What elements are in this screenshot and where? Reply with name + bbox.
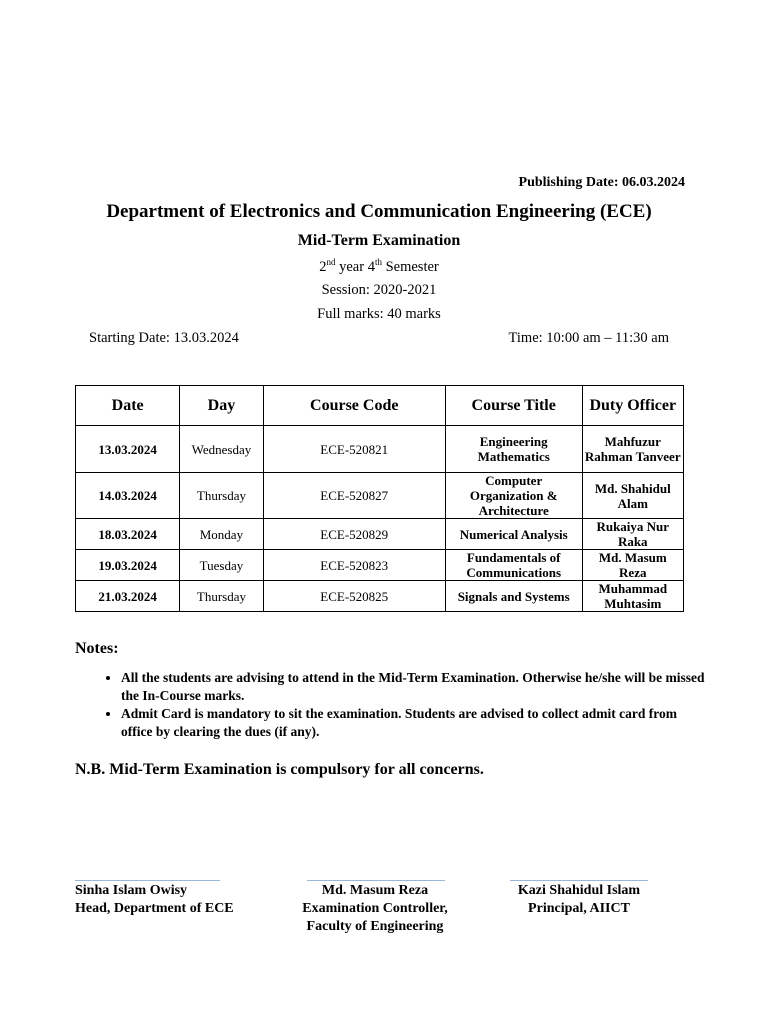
cell-date: 14.03.2024 xyxy=(76,473,180,519)
table-row xyxy=(76,426,684,473)
cell-day: Thursday xyxy=(180,473,263,519)
exam-title: Mid-Term Examination xyxy=(297,232,461,249)
exam-schedule-table xyxy=(75,385,684,612)
cell-duty-officer: Muhammad Muhtasim xyxy=(582,581,683,612)
note-item: • Admit Card is mandatory to sit the examination. Students are advised to collect admit card from office by clearing the dues (if any). xyxy=(121,705,711,741)
cell-course-code: ECE-520827 xyxy=(263,473,445,519)
signature-block-head xyxy=(75,882,275,918)
signature-line xyxy=(75,880,220,881)
cell-date: 13.03.2024 xyxy=(76,426,180,473)
cell-day: Thursday xyxy=(180,581,263,612)
cell-course-title: Signals and Systems xyxy=(445,581,582,612)
signatory-name: Md. Masum Reza xyxy=(321,883,429,898)
starting-date: Starting Date: 13.03.2024 xyxy=(89,330,239,346)
cell-duty-officer: Mahfuzur Rahman Tanveer xyxy=(582,426,683,473)
full-marks: Full marks: 40 marks xyxy=(317,306,441,322)
cell-date: 21.03.2024 xyxy=(76,581,180,612)
header-course-code: Course Code xyxy=(263,386,445,426)
semester-suffix: th xyxy=(374,257,382,267)
signatory-title-2: Faculty of Engineering xyxy=(306,919,444,934)
cell-day: Wednesday xyxy=(180,426,263,473)
table-row xyxy=(76,473,684,519)
cell-course-title: Numerical Analysis xyxy=(445,519,582,550)
signature-line xyxy=(510,880,648,881)
signature-block-controller xyxy=(275,882,475,936)
cell-course-title: Fundamentals of Communications xyxy=(445,550,582,581)
cell-date: 18.03.2024 xyxy=(76,519,180,550)
year-number: 2 xyxy=(319,258,327,275)
notes-heading: Notes: xyxy=(75,640,119,657)
cell-course-code: ECE-520829 xyxy=(263,519,445,550)
cell-course-title: Computer Organization & Architecture xyxy=(445,473,582,519)
cell-course-code: ECE-520825 xyxy=(263,581,445,612)
semester-end: Semester xyxy=(381,258,439,275)
table-row xyxy=(76,519,684,550)
signatory-name: Sinha Islam Owisy xyxy=(75,883,188,898)
publishing-date: Publishing Date: 06.03.2024 xyxy=(518,175,685,190)
header-duty-officer: Duty Officer xyxy=(582,386,683,426)
table-row xyxy=(76,581,684,612)
session: Session: 2020-2021 xyxy=(321,282,437,298)
year-semester xyxy=(0,257,758,276)
signature-block-principal xyxy=(479,882,679,918)
signatory-title: Head, Department of ECE xyxy=(75,901,234,916)
nb-statement: N.B. Mid-Term Examination is compulsory for all concerns. xyxy=(75,761,484,778)
exam-time: Time: 10:00 am – 11:30 am xyxy=(508,330,669,346)
cell-day: Monday xyxy=(180,519,263,550)
header-course-title: Course Title xyxy=(445,386,582,426)
cell-duty-officer: Md. Masum Reza xyxy=(582,550,683,581)
year-suffix: nd xyxy=(326,257,336,267)
cell-course-title: Engineering Mathematics xyxy=(445,426,582,473)
header-day: Day xyxy=(180,386,263,426)
signature-line xyxy=(307,880,445,881)
note-item: • All the students are advising to attend in the Mid-Term Examination. Otherwise he/she will be missed the In-Course marks. xyxy=(121,669,711,705)
signatory-title: Examination Controller, xyxy=(302,901,448,916)
header-date: Date xyxy=(76,386,180,426)
notes-list xyxy=(75,669,711,741)
cell-date: 19.03.2024 xyxy=(76,550,180,581)
table-row xyxy=(76,550,684,581)
year-middle: year 4 xyxy=(335,258,375,275)
cell-duty-officer: Md. Shahidul Alam xyxy=(582,473,683,519)
cell-course-code: ECE-520821 xyxy=(263,426,445,473)
cell-course-code: ECE-520823 xyxy=(263,550,445,581)
department-title: Department of Electronics and Communication Engineering (ECE) xyxy=(106,201,652,222)
signatory-name: Kazi Shahidul Islam xyxy=(517,883,641,898)
cell-day: Tuesday xyxy=(180,550,263,581)
cell-duty-officer: Rukaiya Nur Raka xyxy=(582,519,683,550)
table-header-row xyxy=(76,386,684,426)
signatory-title: Principal, AIICT xyxy=(528,901,630,916)
